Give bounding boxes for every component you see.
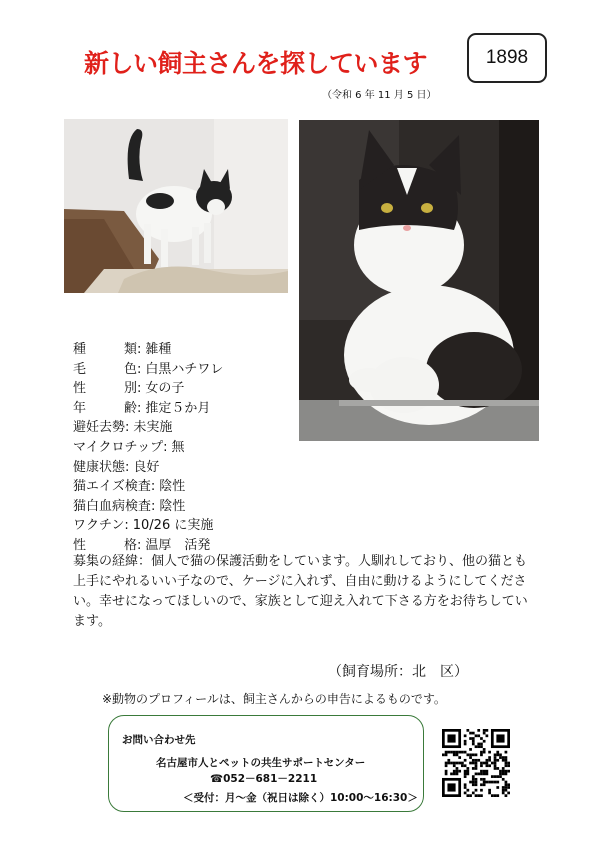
profile-list: [73, 340, 223, 556]
age-value: 推定５か月: [145, 400, 211, 416]
posting-date: （令和 6 年 11 月 5 日）: [322, 90, 437, 101]
health-label: 健康状態: [73, 459, 126, 475]
qr-code[interactable]: [442, 729, 510, 797]
profile-row-fiv: 猫エイズ検査 : 陰性: [73, 477, 223, 497]
profile-row-coat: 毛 色 : 白黒ハチワレ: [73, 360, 223, 380]
breed-value: 雑種: [145, 342, 172, 357]
spay-label: 避妊去勢: [73, 420, 126, 436]
fiv-value: 陰性: [159, 479, 186, 495]
housing-location: （飼育場所：北 区）: [328, 664, 468, 680]
profile-row-vaccine: ワクチン : 10/26 に実施: [73, 516, 223, 536]
personality-value: 温厚 活発: [145, 537, 211, 553]
page-title: 新しい飼主さんを探しています: [84, 49, 428, 78]
microchip-label: マイクロチップ: [73, 439, 164, 455]
cat-photo-sitting: [299, 120, 539, 441]
coat-value: 白黒ハチワレ: [145, 361, 224, 377]
sex-label: 性 別: [73, 381, 137, 397]
sex-value: 女の子: [145, 381, 185, 397]
personality-label: 性 格: [73, 537, 137, 553]
contact-box: [108, 715, 424, 812]
profile-row-felv: 猫白血病検査 : 陰性: [73, 497, 223, 517]
profile-row-breed: 種 類 : 雑種: [73, 340, 223, 360]
felv-value: 陰性: [159, 498, 186, 514]
id-number: 1898: [485, 47, 529, 68]
contact-phone[interactable]: ☎052－681－2211: [210, 773, 318, 785]
disclaimer-note: ※動物のプロフィールは、飼主さんからの申告によるものです。: [102, 692, 446, 706]
profile-row-age: 年 齢 : 推定５か月: [73, 399, 223, 419]
history-label: 募集の経緯：: [73, 554, 152, 569]
profile-row-health: 健康状態 : 良好: [73, 458, 223, 478]
fiv-label: 猫エイズ検査: [73, 479, 151, 495]
contact-heading: お問い合わせ先: [122, 734, 196, 746]
profile-row-personality: 性 格 : 温厚 活発: [73, 536, 223, 556]
profile-row-sex: 性 別 : 女の子: [73, 379, 223, 399]
contact-hours: ＜受付：月～金（祝日は除く）10:00～16:30＞: [183, 792, 418, 804]
profile-row-spay: 避妊去勢 : 未実施: [73, 418, 223, 438]
id-number-box: [467, 33, 547, 83]
profile-row-microchip: マイクロチップ : 無: [73, 438, 223, 458]
spay-value: 未実施: [133, 420, 173, 436]
adoption-history: [73, 552, 528, 632]
vaccine-label: ワクチン: [73, 518, 125, 534]
history-text: 個人で猫の保護活動をしています。人馴れしており、他の猫とも上手にやれるいい子なので、ケージに入れず、自由に動けるようにしてください。幸せになってほしいので、家族として迎え入れて下さる方をお待ちしています。: [73, 554, 528, 629]
vaccine-value: 10/26 に実施: [132, 518, 214, 534]
breed-label: 種 類: [73, 342, 137, 357]
age-label: 年 齢: [73, 400, 137, 416]
health-value: 良好: [133, 459, 160, 475]
contact-organization: 名古屋市人とペットの共生サポートセンター: [156, 757, 366, 769]
coat-label: 毛 色: [73, 361, 137, 377]
cat-photo-standing: [64, 119, 288, 293]
microchip-value: 無: [171, 439, 185, 455]
felv-label: 猫白血病検査: [73, 498, 152, 514]
